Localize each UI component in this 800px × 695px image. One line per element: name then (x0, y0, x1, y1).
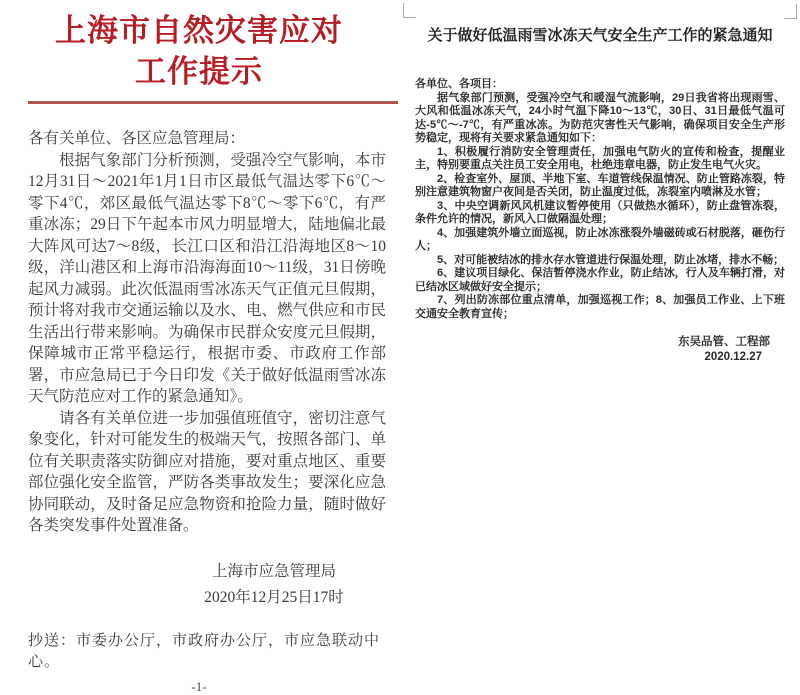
right-doc-item: 4、加强建筑外墙立面巡视，防止冰冻涨裂外墙磁砖或石材脱落，砸伤行人； (415, 226, 785, 252)
left-doc-title (30, 10, 368, 92)
left-document-page (0, 0, 398, 694)
right-doc-item: 5、对可能被结冰的排水存水管道进行保温处理，防止冰堵，排水不畅； (437, 253, 785, 266)
left-doc-signature-block (0, 559, 398, 611)
right-doc-signature-date: 2020.12.27 (704, 351, 762, 363)
right-doc-title: 关于做好低温雨雪冰冻天气安全生产工作的紧急通知 (427, 27, 773, 44)
left-doc-body (28, 128, 386, 537)
right-doc-item: 2、检查室外、屋顶、半地下室、车道管线保温情况、防止管路冻裂，特别注意建筑物窗户夜间是否关闭，防止温度过低，冻裂室内喷淋及水管； (415, 172, 785, 198)
left-doc-signature-name: 上海市应急管理局 (211, 562, 336, 580)
left-doc-paragraph: 请各有关单位进一步加强值班值守，密切注意气象变化，针对可能发生的极端天气，按照各部门、单位有关职责落实防御应对措施，要对重点地区、重要部位强化安全监管，严防各类事故发生；要深化应急协同联动，及时备足应急物资和抢险力量，随时做好各类突发事件处置准备。 (28, 409, 386, 534)
left-doc-paragraph: 根据气象部门分析预测，受强冷空气影响，本市12月31日～2021年1月1日市区最低气温达零下6℃～零下4℃，郊区最低气温达零下8℃～零下6℃，有严重冰冻；29日下午起本市风力明显增大，陆地偏北最大阵风可达7～8级，长江口区和沿江沿海地区8～10级，洋山港区和上海市沿海海面10～11级，31日傍晚起风力减弱。此次低温雨雪冰冻天气正值元旦假期，预计将对我市交通运输以及水、电、燃气供应和市民生活出行带来影响。为确保市民群众安度元旦假期，保障城市正常平稳运行，根据市委、市政府工作部署，市应急局已于今日印发《关于做好低温雨雪冰冻天气防范应对工作的紧急通知》。 (28, 151, 386, 405)
left-doc-title-line1: 上海市自然灾害应对 (55, 13, 343, 48)
right-doc-item: 6、建议项目绿化、保洁暂停浇水作业，防止结冰，行人及车辆打滑，对已结冰区域做好安全提示； (415, 267, 785, 293)
right-doc-salutation: 各单位、各项目： (415, 78, 503, 90)
right-doc-item: 3、中央空调新风风机建议暂停使用（只做热水循环），防止盘管冻裂，条件允许的情况，新风入口做隔温处理； (415, 199, 785, 225)
left-doc-signature-date: 2020年12月25日17时 (204, 588, 344, 606)
right-doc-body (415, 78, 785, 321)
left-doc-title-line2: 工作提示 (135, 54, 263, 89)
title-divider-line (28, 101, 398, 104)
left-doc-page-number: -1- (191, 678, 207, 694)
left-doc-cc-line: 抄送：市委办公厅，市政府办公厅，市应急联动中心。 (28, 632, 381, 670)
page-corner-mark-top-right (784, 4, 797, 19)
right-doc-signature-name: 东吴品管、工程部 (678, 336, 770, 348)
right-doc-signature-block (400, 335, 800, 365)
page-corner-mark-top-left (403, 3, 416, 18)
right-document-page (400, 0, 800, 600)
right-doc-intro: 据气象部门预测，受强冷空气和暖湿气流影响，29日我省将出现雨雪、大风和低温冰冻天气，24小时气温下降10～13℃，30日、31日最低气温可达-5℃～-7℃，有严重冰冻。为防范灾害性天气影响，确保项目安全生产形势稳定，现将有关要求紧急通知如下： (415, 91, 785, 144)
right-doc-item: 1、积极履行消防安全管理责任，加强电气防火的宣传和检查，提醒业主，特别要重点关注员工安全用电，杜绝违章电器，防止发生电气火灾。 (415, 145, 785, 171)
left-doc-salutation: 各有关单位、各区应急管理局： (28, 130, 246, 147)
right-doc-item: 7、列出防冻部位重点清单，加强巡视工作；8、加强员工作业、上下班交通安全教育宣传； (415, 294, 785, 320)
